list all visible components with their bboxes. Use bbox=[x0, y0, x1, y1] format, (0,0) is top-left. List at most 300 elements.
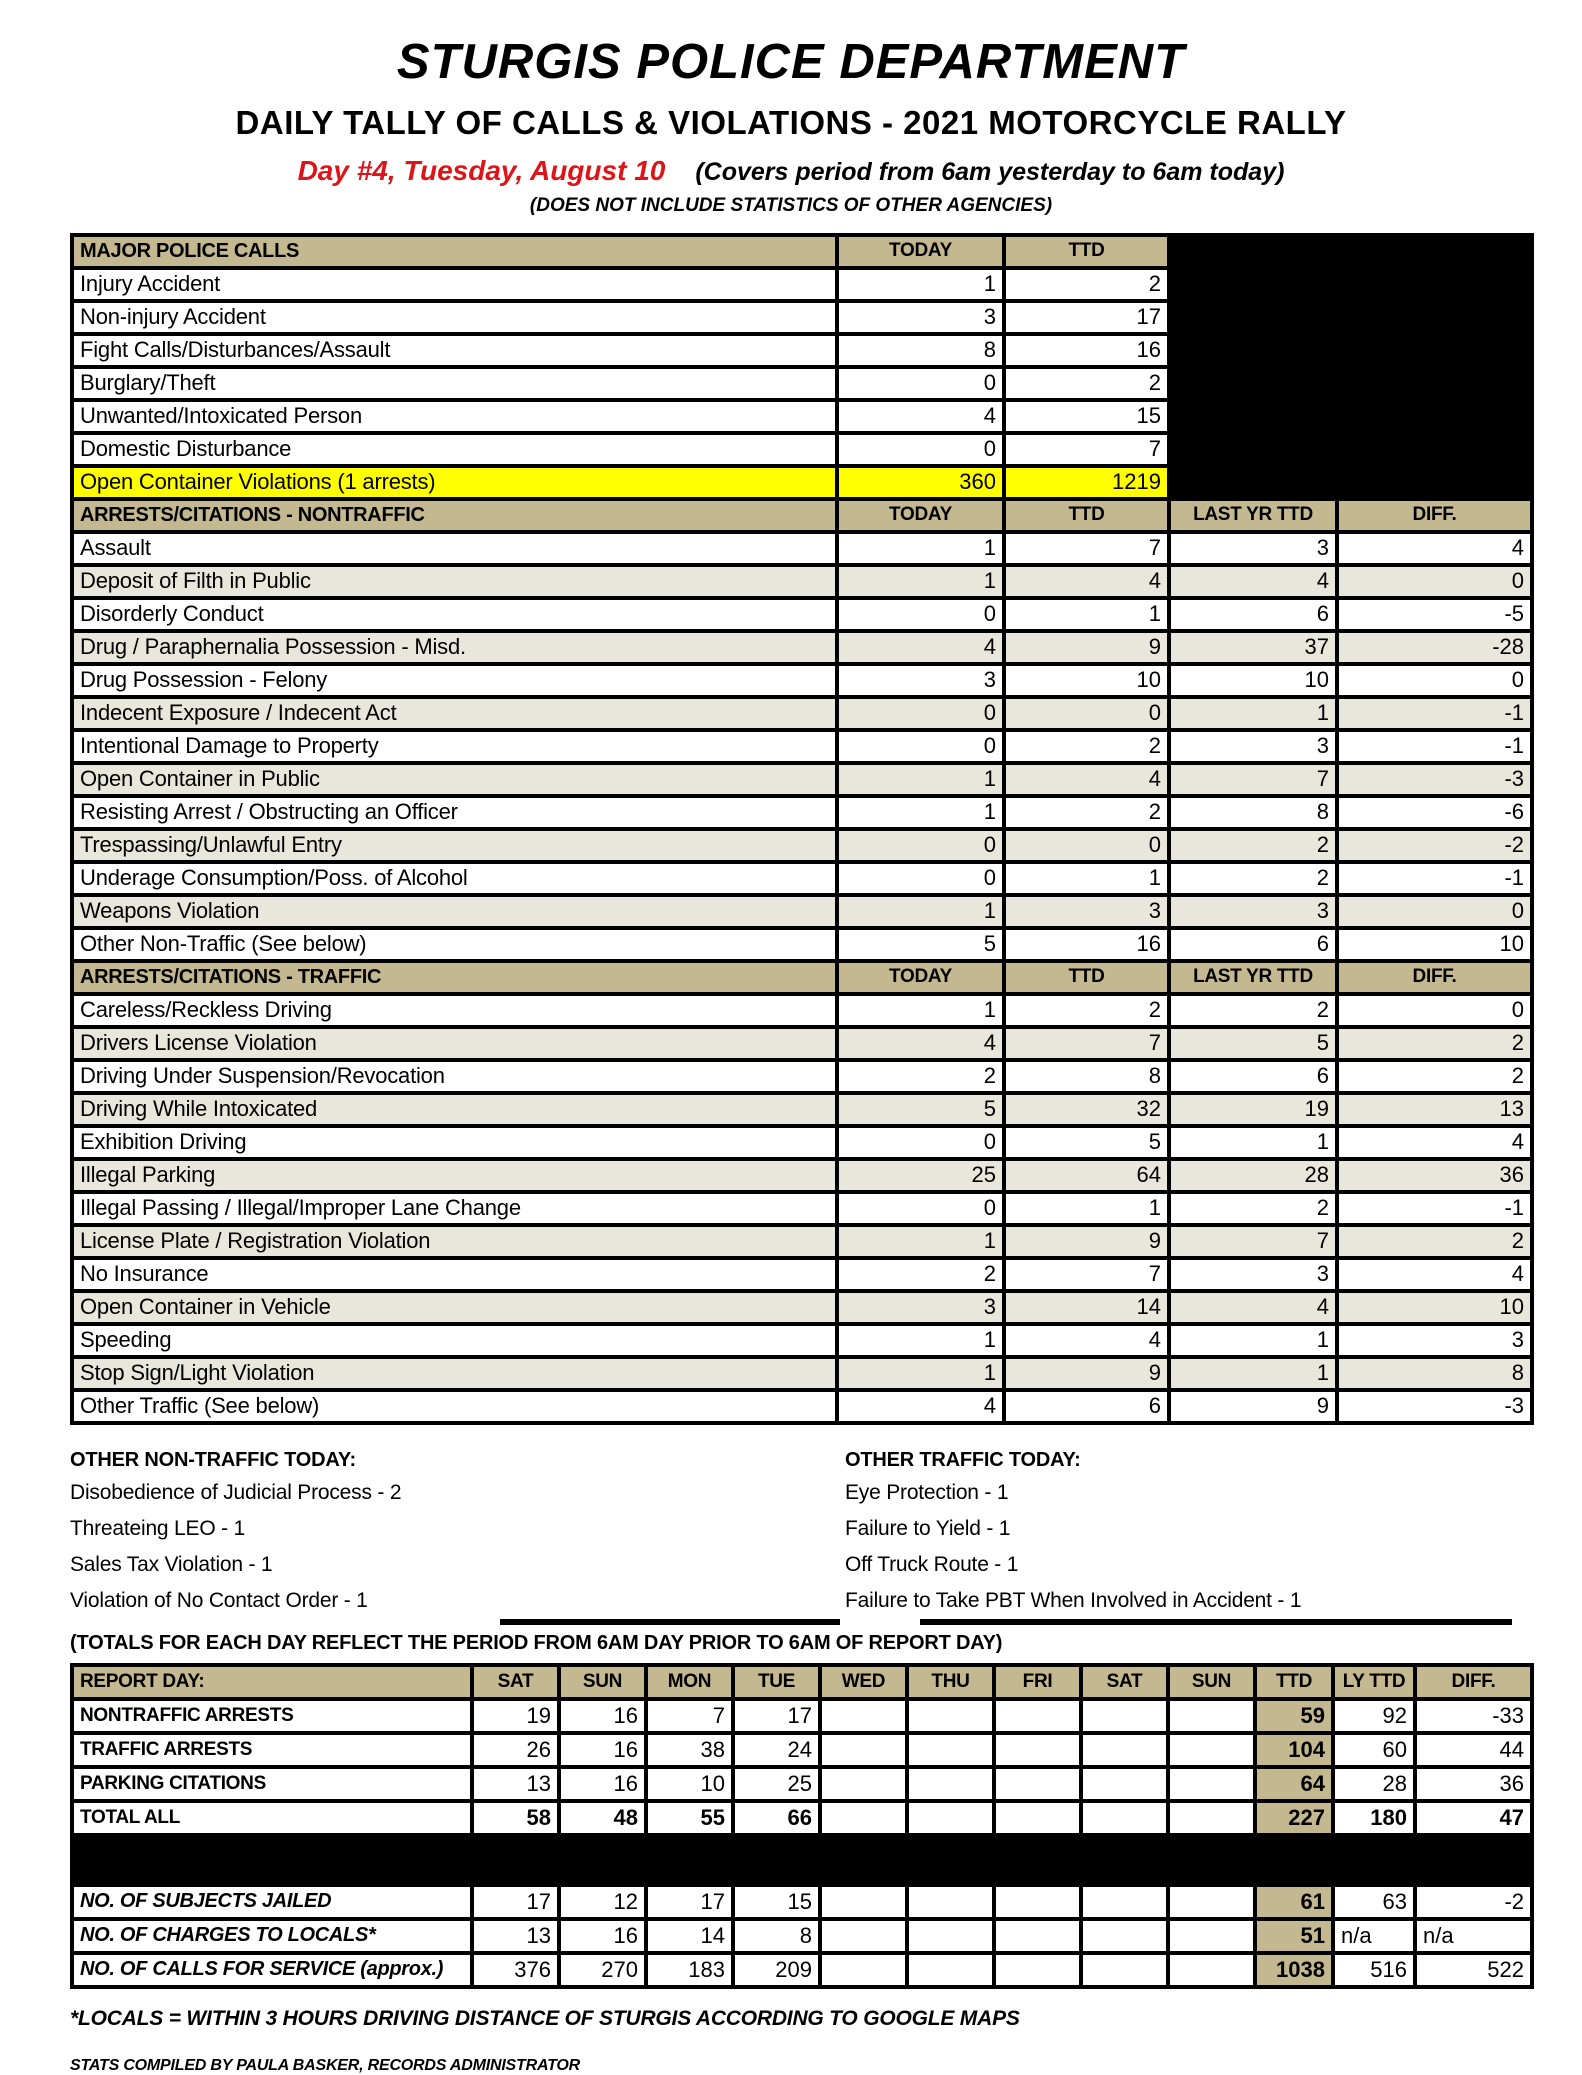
column-header: DIFF. bbox=[1337, 499, 1532, 532]
last-yr-ttd-cell: 6 bbox=[1169, 1060, 1337, 1093]
last-yr-ttd-cell: 2 bbox=[1169, 994, 1337, 1027]
day-value-cell bbox=[1168, 1801, 1255, 1835]
diff-cell: 10 bbox=[1337, 1291, 1532, 1324]
today-cell: 4 bbox=[837, 400, 1004, 433]
column-header: TTD bbox=[1004, 499, 1169, 532]
row-label-cell: Drivers License Violation bbox=[72, 1027, 837, 1060]
day-value-cell: 376 bbox=[472, 1953, 559, 1987]
diff-cell: 36 bbox=[1415, 1767, 1532, 1801]
ttd-cell: 1 bbox=[1004, 598, 1169, 631]
note-item: Failure to Yield - 1 bbox=[845, 1516, 1011, 1540]
row-label-cell: Intentional Damage to Property bbox=[72, 730, 837, 763]
ttd-cell: 0 bbox=[1004, 829, 1169, 862]
day-column-header: SUN bbox=[559, 1665, 646, 1699]
day-value-cell: 17 bbox=[472, 1885, 559, 1919]
today-cell: 4 bbox=[837, 1027, 1004, 1060]
table-row bbox=[72, 1060, 1532, 1093]
summary-row bbox=[72, 1801, 1532, 1835]
table-row bbox=[72, 1027, 1532, 1060]
row-label-cell: Open Container in Public bbox=[72, 763, 837, 796]
ttd-cell: 1 bbox=[1004, 862, 1169, 895]
day-value-cell bbox=[1168, 1767, 1255, 1801]
row-label-cell: Injury Accident bbox=[72, 268, 837, 301]
day-value-cell bbox=[1081, 1733, 1168, 1767]
day-value-cell bbox=[1081, 1801, 1168, 1835]
separator-band bbox=[72, 1835, 1532, 1885]
note-item: Eye Protection - 1 bbox=[845, 1480, 1009, 1504]
other-nontraffic-notes bbox=[70, 1445, 845, 1619]
last-yr-ttd-cell: 1 bbox=[1169, 697, 1337, 730]
last-yr-ttd-cell: 1 bbox=[1169, 1126, 1337, 1159]
last-yr-ttd-cell: 37 bbox=[1169, 631, 1337, 664]
ttd-cell: 227 bbox=[1255, 1801, 1333, 1835]
day-value-cell bbox=[907, 1953, 994, 1987]
day-value-cell bbox=[907, 1733, 994, 1767]
blackout-cell bbox=[1169, 268, 1532, 301]
period-note: (Covers period from 6am yesterday to 6am today) bbox=[695, 157, 1285, 186]
row-label-cell: Speeding bbox=[72, 1324, 837, 1357]
row-label-cell: Deposit of Filth in Public bbox=[72, 565, 837, 598]
row-label-cell: NO. OF CALLS FOR SERVICE (approx.) bbox=[72, 1953, 472, 1987]
ttd-cell: 64 bbox=[1004, 1159, 1169, 1192]
ttd-cell: 4 bbox=[1004, 1324, 1169, 1357]
today-cell: 2 bbox=[837, 1060, 1004, 1093]
today-cell: 3 bbox=[837, 1291, 1004, 1324]
diff-cell: 44 bbox=[1415, 1733, 1532, 1767]
ttd-cell: 1219 bbox=[1004, 466, 1169, 499]
table-row bbox=[72, 532, 1532, 565]
summary-column-header: LY TTD bbox=[1333, 1665, 1415, 1699]
table-row bbox=[72, 697, 1532, 730]
diff-cell: 2 bbox=[1337, 1225, 1532, 1258]
section-title: ARRESTS/CITATIONS - NONTRAFFIC bbox=[72, 499, 837, 532]
row-label-cell: Trespassing/Unlawful Entry bbox=[72, 829, 837, 862]
day-value-cell: 183 bbox=[646, 1953, 733, 1987]
table-row bbox=[72, 400, 1532, 433]
row-label-cell: Disorderly Conduct bbox=[72, 598, 837, 631]
today-cell: 1 bbox=[837, 1225, 1004, 1258]
day-value-cell: 48 bbox=[559, 1801, 646, 1835]
row-label-cell: Driving Under Suspension/Revocation bbox=[72, 1060, 837, 1093]
ttd-cell: 1 bbox=[1004, 1192, 1169, 1225]
diff-cell: -3 bbox=[1337, 1390, 1532, 1423]
row-label-cell: NO. OF SUBJECTS JAILED bbox=[72, 1885, 472, 1919]
ttd-cell: 3 bbox=[1004, 895, 1169, 928]
section-header-row bbox=[72, 961, 1532, 994]
day-value-cell: 16 bbox=[559, 1733, 646, 1767]
today-cell: 0 bbox=[837, 829, 1004, 862]
last-yr-ttd-cell: 19 bbox=[1169, 1093, 1337, 1126]
column-header: TTD bbox=[1004, 961, 1169, 994]
row-label-cell: TOTAL ALL bbox=[72, 1801, 472, 1835]
day-value-cell: 15 bbox=[733, 1885, 820, 1919]
ly-ttd-cell: 28 bbox=[1333, 1767, 1415, 1801]
table-row bbox=[72, 862, 1532, 895]
day-value-cell bbox=[820, 1767, 907, 1801]
last-yr-ttd-cell: 7 bbox=[1169, 1225, 1337, 1258]
column-header: TODAY bbox=[837, 961, 1004, 994]
day-value-cell: 16 bbox=[559, 1919, 646, 1953]
last-yr-ttd-cell: 3 bbox=[1169, 532, 1337, 565]
day-value-cell bbox=[820, 1953, 907, 1987]
day-value-cell: 25 bbox=[733, 1767, 820, 1801]
day-line bbox=[0, 155, 1582, 187]
summary-row bbox=[72, 1919, 1532, 1953]
ttd-cell: 0 bbox=[1004, 697, 1169, 730]
day-value-cell: 270 bbox=[559, 1953, 646, 1987]
diff-cell: 47 bbox=[1415, 1801, 1532, 1835]
ly-ttd-cell: n/a bbox=[1333, 1919, 1415, 1953]
day-label: Day #4, Tuesday, August 10 bbox=[297, 154, 666, 186]
ly-ttd-cell: 180 bbox=[1333, 1801, 1415, 1835]
diff-cell: -6 bbox=[1337, 796, 1532, 829]
separator-row bbox=[72, 1835, 1532, 1885]
last-yr-ttd-cell: 3 bbox=[1169, 895, 1337, 928]
summary-row bbox=[72, 1733, 1532, 1767]
table-row bbox=[72, 1357, 1532, 1390]
table-row bbox=[72, 895, 1532, 928]
diff-cell: 4 bbox=[1337, 532, 1532, 565]
last-yr-ttd-cell: 3 bbox=[1169, 1258, 1337, 1291]
day-value-cell bbox=[994, 1885, 1081, 1919]
today-cell: 0 bbox=[837, 862, 1004, 895]
ttd-cell: 5 bbox=[1004, 1126, 1169, 1159]
day-value-cell: 17 bbox=[733, 1699, 820, 1733]
day-value-cell bbox=[1081, 1919, 1168, 1953]
notes-items bbox=[845, 1475, 1530, 1619]
table-row bbox=[72, 1126, 1532, 1159]
blackout-cell bbox=[1169, 367, 1532, 400]
report-subtitle: DAILY TALLY OF CALLS & VIOLATIONS - 2021 MOTORCYCLE RALLY bbox=[235, 103, 1347, 141]
day-value-cell bbox=[994, 1801, 1081, 1835]
row-label-cell: Non-injury Accident bbox=[72, 301, 837, 334]
diff-cell: 522 bbox=[1415, 1953, 1532, 1987]
day-value-cell bbox=[994, 1699, 1081, 1733]
table-row bbox=[72, 631, 1532, 664]
diff-cell: 2 bbox=[1337, 1060, 1532, 1093]
today-cell: 1 bbox=[837, 1324, 1004, 1357]
day-value-cell: 19 bbox=[472, 1699, 559, 1733]
today-cell: 5 bbox=[837, 1093, 1004, 1126]
diff-cell: 0 bbox=[1337, 664, 1532, 697]
diff-cell: -1 bbox=[1337, 862, 1532, 895]
table-row bbox=[72, 367, 1532, 400]
diff-cell: -1 bbox=[1337, 730, 1532, 763]
column-header: DIFF. bbox=[1337, 961, 1532, 994]
diff-cell: 4 bbox=[1337, 1126, 1532, 1159]
row-label-cell: Domestic Disturbance bbox=[72, 433, 837, 466]
day-value-cell: 13 bbox=[472, 1767, 559, 1801]
today-cell: 3 bbox=[837, 664, 1004, 697]
last-yr-ttd-cell: 4 bbox=[1169, 1291, 1337, 1324]
diff-cell: 36 bbox=[1337, 1159, 1532, 1192]
day-value-cell bbox=[820, 1885, 907, 1919]
today-cell: 1 bbox=[837, 565, 1004, 598]
row-label-cell: Fight Calls/Disturbances/Assault bbox=[72, 334, 837, 367]
day-value-cell: 10 bbox=[646, 1767, 733, 1801]
diff-cell: 0 bbox=[1337, 895, 1532, 928]
last-yr-ttd-cell: 4 bbox=[1169, 565, 1337, 598]
day-value-cell bbox=[820, 1699, 907, 1733]
table-row bbox=[72, 664, 1532, 697]
today-cell: 4 bbox=[837, 631, 1004, 664]
table-row bbox=[72, 565, 1532, 598]
today-cell: 0 bbox=[837, 730, 1004, 763]
table-row bbox=[72, 301, 1532, 334]
row-label-cell: Assault bbox=[72, 532, 837, 565]
row-label-cell: License Plate / Registration Violation bbox=[72, 1225, 837, 1258]
agency-note: (DOES NOT INCLUDE STATISTICS OF OTHER AGENCIES) bbox=[529, 194, 1053, 216]
diff-cell: -3 bbox=[1337, 763, 1532, 796]
ttd-cell: 17 bbox=[1004, 301, 1169, 334]
row-label-cell: Other Traffic (See below) bbox=[72, 1390, 837, 1423]
table-row bbox=[72, 598, 1532, 631]
today-cell: 1 bbox=[837, 763, 1004, 796]
today-cell: 5 bbox=[837, 928, 1004, 961]
row-label-cell: Burglary/Theft bbox=[72, 367, 837, 400]
day-value-cell bbox=[994, 1953, 1081, 1987]
day-column-header: SAT bbox=[1081, 1665, 1168, 1699]
note-item: Off Truck Route - 1 bbox=[845, 1552, 1019, 1576]
day-value-cell bbox=[907, 1885, 994, 1919]
day-value-cell bbox=[1081, 1953, 1168, 1987]
today-cell: 0 bbox=[837, 1126, 1004, 1159]
ttd-cell: 61 bbox=[1255, 1885, 1333, 1919]
row-label-cell: Stop Sign/Light Violation bbox=[72, 1357, 837, 1390]
locals-footnote: *LOCALS = WITHIN 3 HOURS DRIVING DISTANCE OF STURGIS ACCORDING TO GOOGLE MAPS bbox=[70, 2006, 1020, 2030]
summary-row bbox=[72, 1767, 1532, 1801]
ttd-cell: 2 bbox=[1004, 730, 1169, 763]
today-cell: 2 bbox=[837, 1258, 1004, 1291]
table-row bbox=[72, 730, 1532, 763]
row-label-cell: Illegal Parking bbox=[72, 1159, 837, 1192]
ttd-cell: 2 bbox=[1004, 268, 1169, 301]
day-value-cell: 66 bbox=[733, 1801, 820, 1835]
day-column-header: SAT bbox=[472, 1665, 559, 1699]
summary-column-header: DIFF. bbox=[1415, 1665, 1532, 1699]
table-row bbox=[72, 796, 1532, 829]
day-value-cell bbox=[1168, 1953, 1255, 1987]
last-yr-ttd-cell: 9 bbox=[1169, 1390, 1337, 1423]
other-notes bbox=[70, 1445, 1530, 1619]
diff-cell: -5 bbox=[1337, 598, 1532, 631]
table-row bbox=[72, 268, 1532, 301]
last-yr-ttd-cell: 1 bbox=[1169, 1357, 1337, 1390]
ttd-cell: 7 bbox=[1004, 1027, 1169, 1060]
today-cell: 1 bbox=[837, 994, 1004, 1027]
day-value-cell: 209 bbox=[733, 1953, 820, 1987]
diff-cell: -1 bbox=[1337, 697, 1532, 730]
ly-ttd-cell: 63 bbox=[1333, 1885, 1415, 1919]
compiled-note: STATS COMPILED BY PAULA BASKER, RECORDS ADMINISTRATOR bbox=[70, 2056, 581, 2074]
row-label-cell: NO. OF CHARGES TO LOCALS* bbox=[72, 1919, 472, 1953]
day-value-cell bbox=[907, 1699, 994, 1733]
day-value-cell: 14 bbox=[646, 1919, 733, 1953]
main-table bbox=[70, 233, 1534, 1425]
day-value-cell bbox=[907, 1919, 994, 1953]
note-item: Violation of No Contact Order - 1 bbox=[70, 1588, 368, 1612]
ly-ttd-cell: 60 bbox=[1333, 1733, 1415, 1767]
last-yr-ttd-cell: 8 bbox=[1169, 796, 1337, 829]
day-value-cell bbox=[1081, 1885, 1168, 1919]
ttd-cell: 6 bbox=[1004, 1390, 1169, 1423]
section-header-row bbox=[72, 235, 1532, 268]
row-label-cell: Other Non-Traffic (See below) bbox=[72, 928, 837, 961]
today-cell: 1 bbox=[837, 796, 1004, 829]
last-yr-ttd-cell: 2 bbox=[1169, 862, 1337, 895]
ttd-cell: 59 bbox=[1255, 1699, 1333, 1733]
diff-cell: -2 bbox=[1337, 829, 1532, 862]
table-row bbox=[72, 1291, 1532, 1324]
day-value-cell: 12 bbox=[559, 1885, 646, 1919]
column-header: TODAY bbox=[837, 499, 1004, 532]
blackout-cell bbox=[1169, 433, 1532, 466]
day-value-cell: 55 bbox=[646, 1801, 733, 1835]
last-yr-ttd-cell: 1 bbox=[1169, 1324, 1337, 1357]
day-value-cell bbox=[820, 1919, 907, 1953]
day-value-cell bbox=[907, 1767, 994, 1801]
summary-column-header: TTD bbox=[1255, 1665, 1333, 1699]
note-item: Sales Tax Violation - 1 bbox=[70, 1552, 273, 1576]
ttd-cell: 7 bbox=[1004, 433, 1169, 466]
day-column-header: WED bbox=[820, 1665, 907, 1699]
day-value-cell bbox=[994, 1919, 1081, 1953]
row-label-cell: Indecent Exposure / Indecent Act bbox=[72, 697, 837, 730]
section-title: ARRESTS/CITATIONS - TRAFFIC bbox=[72, 961, 837, 994]
day-value-cell bbox=[1168, 1699, 1255, 1733]
diff-cell: 13 bbox=[1337, 1093, 1532, 1126]
notes-items bbox=[70, 1475, 845, 1619]
day-value-cell bbox=[820, 1733, 907, 1767]
last-yr-ttd-cell: 10 bbox=[1169, 664, 1337, 697]
today-cell: 0 bbox=[837, 367, 1004, 400]
day-value-cell bbox=[994, 1767, 1081, 1801]
ttd-cell: 8 bbox=[1004, 1060, 1169, 1093]
right-rule bbox=[920, 1619, 1512, 1625]
today-cell: 0 bbox=[837, 433, 1004, 466]
day-value-cell: 16 bbox=[559, 1767, 646, 1801]
last-yr-ttd-cell: 7 bbox=[1169, 763, 1337, 796]
table-row bbox=[72, 1225, 1532, 1258]
summary-row bbox=[72, 1885, 1532, 1919]
day-value-cell bbox=[1081, 1699, 1168, 1733]
table-row bbox=[72, 763, 1532, 796]
today-cell: 8 bbox=[837, 334, 1004, 367]
ttd-cell: 51 bbox=[1255, 1919, 1333, 1953]
ttd-cell: 7 bbox=[1004, 1258, 1169, 1291]
day-value-cell bbox=[1168, 1885, 1255, 1919]
column-header: TTD bbox=[1004, 235, 1169, 268]
day-column-header: FRI bbox=[994, 1665, 1081, 1699]
day-column-header: SUN bbox=[1168, 1665, 1255, 1699]
today-cell: 1 bbox=[837, 532, 1004, 565]
last-yr-ttd-cell: 2 bbox=[1169, 1192, 1337, 1225]
notes-heading: OTHER TRAFFIC TODAY: bbox=[845, 1448, 1081, 1471]
row-label-cell: NONTRAFFIC ARRESTS bbox=[72, 1699, 472, 1733]
last-yr-ttd-cell: 5 bbox=[1169, 1027, 1337, 1060]
daily-table-body bbox=[72, 1665, 1532, 1987]
day-value-cell bbox=[994, 1733, 1081, 1767]
row-label-cell: Weapons Violation bbox=[72, 895, 837, 928]
last-yr-ttd-cell: 3 bbox=[1169, 730, 1337, 763]
diff-cell: 0 bbox=[1337, 994, 1532, 1027]
today-cell: 1 bbox=[837, 1357, 1004, 1390]
blackout-cell bbox=[1169, 235, 1532, 268]
row-label-cell: Unwanted/Intoxicated Person bbox=[72, 400, 837, 433]
signature-rules bbox=[70, 1619, 1530, 1626]
left-rule bbox=[500, 1619, 840, 1625]
day-column-header: TUE bbox=[733, 1665, 820, 1699]
today-cell: 4 bbox=[837, 1390, 1004, 1423]
last-yr-ttd-cell: 2 bbox=[1169, 829, 1337, 862]
section-title: MAJOR POLICE CALLS bbox=[72, 235, 837, 268]
ttd-cell: 32 bbox=[1004, 1093, 1169, 1126]
table-row bbox=[72, 829, 1532, 862]
ttd-cell: 64 bbox=[1255, 1767, 1333, 1801]
table-row bbox=[72, 1192, 1532, 1225]
row-label-cell: Drug Possession - Felony bbox=[72, 664, 837, 697]
summary-row bbox=[72, 1699, 1532, 1733]
table-row bbox=[72, 433, 1532, 466]
day-column-header: MON bbox=[646, 1665, 733, 1699]
ttd-cell: 104 bbox=[1255, 1733, 1333, 1767]
ttd-cell: 9 bbox=[1004, 631, 1169, 664]
last-yr-ttd-cell: 6 bbox=[1169, 928, 1337, 961]
diff-cell: 10 bbox=[1337, 928, 1532, 961]
note-item: Threateing LEO - 1 bbox=[70, 1516, 245, 1540]
ttd-cell: 9 bbox=[1004, 1357, 1169, 1390]
ttd-cell: 2 bbox=[1004, 994, 1169, 1027]
row-label-cell: Drug / Paraphernalia Possession - Misd. bbox=[72, 631, 837, 664]
row-label-cell: Open Container Violations (1 arrests) bbox=[72, 466, 837, 499]
diff-cell: 3 bbox=[1337, 1324, 1532, 1357]
ttd-cell: 7 bbox=[1004, 532, 1169, 565]
page-title: STURGIS POLICE DEPARTMENT bbox=[396, 35, 1186, 89]
today-cell: 3 bbox=[837, 301, 1004, 334]
daily-header-row bbox=[72, 1665, 1532, 1699]
day-value-cell: 7 bbox=[646, 1699, 733, 1733]
ly-ttd-cell: 92 bbox=[1333, 1699, 1415, 1733]
totals-note: (TOTALS FOR EACH DAY REFLECT THE PERIOD FROM 6AM DAY PRIOR TO 6AM OF REPORT DAY) bbox=[70, 1631, 1003, 1654]
day-value-cell: 13 bbox=[472, 1919, 559, 1953]
ttd-cell: 10 bbox=[1004, 664, 1169, 697]
table-row bbox=[72, 466, 1532, 499]
table-row bbox=[72, 334, 1532, 367]
ly-ttd-cell: 516 bbox=[1333, 1953, 1415, 1987]
row-label-cell: Careless/Reckless Driving bbox=[72, 994, 837, 1027]
row-label-cell: Resisting Arrest / Obstructing an Officer bbox=[72, 796, 837, 829]
ttd-cell: 15 bbox=[1004, 400, 1169, 433]
ttd-cell: 4 bbox=[1004, 763, 1169, 796]
daily-table bbox=[70, 1663, 1534, 1989]
row-label-cell: Illegal Passing / Illegal/Improper Lane Change bbox=[72, 1192, 837, 1225]
report-day-header: REPORT DAY: bbox=[72, 1665, 472, 1699]
day-value-cell: 17 bbox=[646, 1885, 733, 1919]
report-header bbox=[0, 0, 1582, 217]
today-cell: 0 bbox=[837, 598, 1004, 631]
ttd-cell: 14 bbox=[1004, 1291, 1169, 1324]
diff-cell: -2 bbox=[1415, 1885, 1532, 1919]
day-value-cell: 26 bbox=[472, 1733, 559, 1767]
day-column-header: THU bbox=[907, 1665, 994, 1699]
summary-row bbox=[72, 1953, 1532, 1987]
table-row bbox=[72, 994, 1532, 1027]
table-row bbox=[72, 1390, 1532, 1423]
diff-cell: -33 bbox=[1415, 1699, 1532, 1733]
day-value-cell bbox=[1168, 1919, 1255, 1953]
ttd-cell: 16 bbox=[1004, 334, 1169, 367]
note-item: Disobedience of Judicial Process - 2 bbox=[70, 1480, 402, 1504]
